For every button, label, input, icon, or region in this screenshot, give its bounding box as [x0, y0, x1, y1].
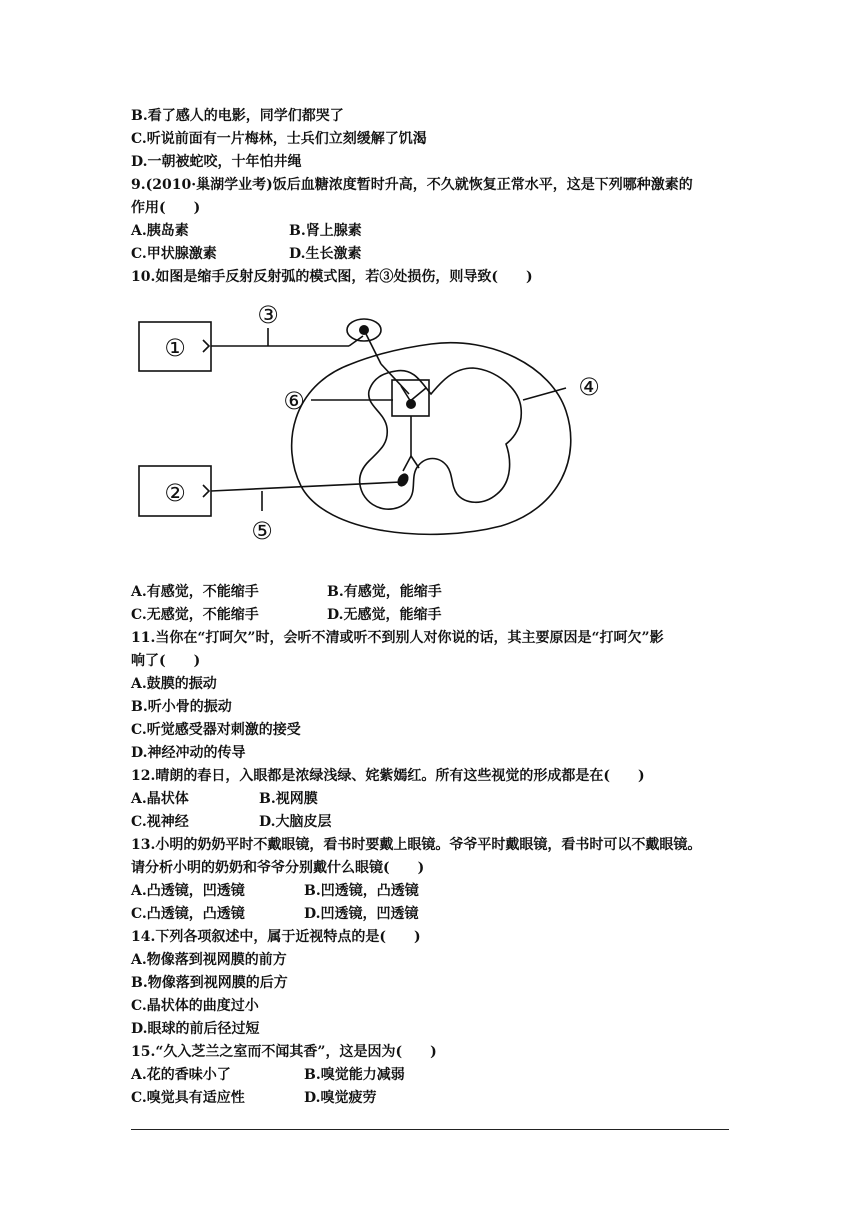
motor-cell-body: [395, 471, 411, 488]
sensory-cell-body: [359, 325, 369, 335]
q12-option-c: C.视神经: [131, 814, 189, 830]
q10-option-b: B.有感觉，能缩手: [327, 584, 442, 600]
q12-option-a: A.晶状体: [131, 791, 189, 807]
q15-option-d: D.嗅觉疲劳: [304, 1090, 377, 1106]
q13-option-d: D.凹透镜，凹透镜: [304, 906, 419, 922]
reflex-arc-diagram: [131, 296, 611, 556]
question-13-stem: 13.小明的奶奶平时不戴眼镜，看书时要戴上眼镜。爷爷平时戴眼镜，看书时可以不戴眼镜。: [131, 837, 702, 853]
question-9-stem: 9.(2010·巢湖学业考)饭后血糖浓度暂时升高，不久就恢复正常水平，这是下列哪种激素的: [131, 177, 693, 193]
q11-option-b: B.听小骨的振动: [131, 699, 232, 715]
q13-option-a: A.凸透镜，凹透镜: [131, 883, 245, 899]
q9-option-c: C.甲状腺激素: [131, 246, 217, 262]
question-15-stem: 15.“久入芝兰之室而不闻其香”，这是因为( ): [131, 1044, 437, 1060]
q11-option-a: A.鼓膜的振动: [131, 676, 217, 692]
q14-option-c: C.晶状体的曲度过小: [131, 998, 259, 1014]
label-6: ⑥: [283, 387, 305, 415]
option-b-line: B.看了感人的电影，同学们都哭了: [131, 108, 344, 124]
label-3: ③: [257, 301, 279, 329]
q11-option-d: D.神经冲动的传导: [131, 745, 246, 761]
spinal-cord-body: [292, 343, 571, 535]
question-9-stem-cont: 作用( ): [131, 200, 201, 216]
q15-option-b: B.嗅觉能力减弱: [304, 1067, 405, 1083]
q14-option-a: A.物像落到视网膜的前方: [131, 952, 287, 968]
question-11-stem-cont: 响了( ): [131, 653, 201, 669]
q15-option-c: C.嗅觉具有适应性: [131, 1090, 245, 1106]
q14-option-b: B.物像落到视网膜的后方: [131, 975, 288, 991]
grey-matter: [360, 368, 522, 509]
q9-option-d: D.生长激素: [289, 246, 362, 262]
q10-option-c: C.无感觉，不能缩手: [131, 607, 259, 623]
question-11-stem: 11.当你在“打呵欠”时，会听不清或听不到别人对你说的话，其主要原因是“打呵欠”影: [131, 630, 664, 646]
q14-option-d: D.眼球的前后径过短: [131, 1021, 260, 1037]
q9-option-a: A.胰岛素: [131, 223, 189, 239]
question-12-stem: 12.晴朗的春日，入眼都是浓绿浅绿、姹紫嫣红。所有这些视觉的形成都是在( ): [131, 768, 645, 784]
q12-option-b: B.视网膜: [259, 791, 318, 807]
motor-neuron: [211, 482, 401, 491]
q12-option-d: D.大脑皮层: [259, 814, 332, 830]
q15-option-a: A.花的香味小了: [131, 1067, 231, 1083]
question-14-stem: 14.下列各项叙述中，属于近视特点的是( ): [131, 929, 421, 945]
q11-option-c: C.听觉感受器对刺激的接受: [131, 722, 301, 738]
q13-option-b: B.凹透镜，凸透镜: [304, 883, 419, 899]
label-5: ⑤: [251, 517, 273, 545]
option-c-line: C.听说前面有一片梅林，士兵们立刻缓解了饥渴: [131, 131, 427, 147]
q10-option-d: D.无感觉，能缩手: [327, 607, 442, 623]
option-d-line: D.一朝被蛇咬，十年怕井绳: [131, 154, 302, 170]
question-13-stem-cont: 请分析小明的奶奶和爷爷分别戴什么眼镜( ): [131, 860, 425, 876]
footer-rule: [131, 1129, 729, 1130]
label-4: ④: [578, 373, 600, 401]
q9-option-b: B.肾上腺素: [289, 223, 362, 239]
label-2: ②: [164, 479, 186, 507]
label-1: ①: [164, 334, 186, 362]
q10-option-a: A.有感觉，不能缩手: [131, 584, 259, 600]
q13-option-c: C.凸透镜，凸透镜: [131, 906, 245, 922]
question-10-stem: 10.如图是缩手反射反射弧的模式图，若③处损伤，则导致( ): [131, 269, 533, 285]
interneuron-cell-body: [406, 399, 416, 409]
